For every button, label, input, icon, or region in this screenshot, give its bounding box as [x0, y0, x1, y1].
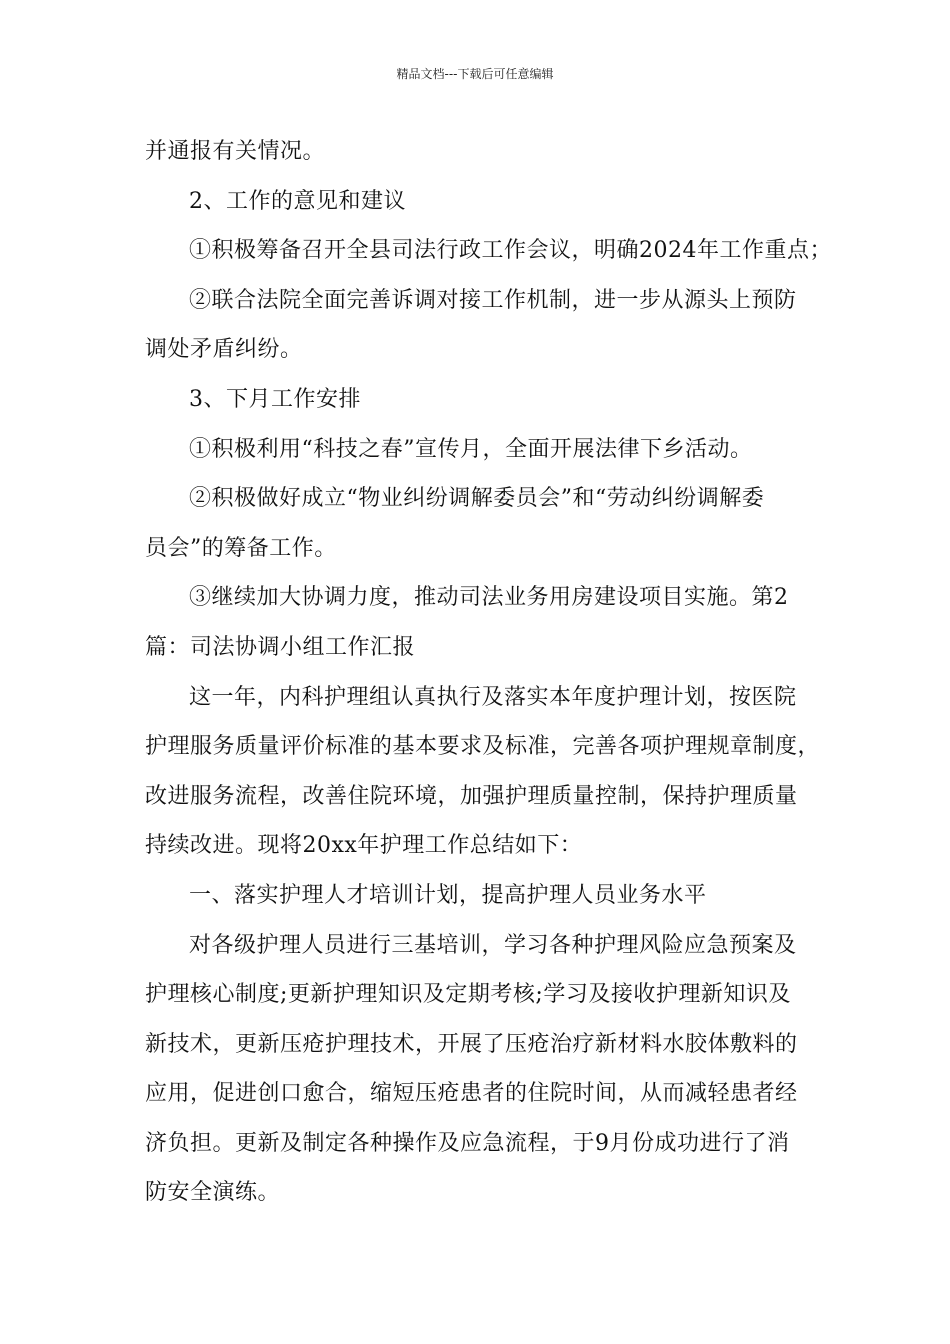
text-line: 并通报有关情况。 — [145, 139, 326, 164]
text-line: ②积极做好成立“物业纠纷调解委员会”和“劳动纠纷调解委 — [189, 486, 765, 512]
text-line: 这一年，内科护理组认真执行及落实本年度护理计划，按医院 — [189, 684, 797, 710]
text-line: 济负担。更新及制定各种操作及应急流程，于9月份成功进行了消 — [145, 1130, 790, 1156]
text-line: ①积极筹备召开全县司法行政工作会议，明确2024年工作重点； — [189, 238, 832, 264]
text-line: 新技术，更新压疮护理技术，开展了压疮治疗新材料水胶体敷料的 — [145, 1031, 798, 1057]
section-heading: 一、落实护理人才培训计划，提高护理人员业务水平 — [189, 882, 707, 908]
text-line: 防安全演练。 — [145, 1180, 281, 1206]
text-line: 调处矛盾纠纷。 — [145, 337, 303, 363]
text-line: ③继续加大协调力度，推动司法业务用房建设项目实施。第2 — [189, 585, 789, 611]
text-line: ①积极利用“科技之春”宣传月，全面开展法律下乡活动。 — [189, 436, 753, 462]
text-line: 护理核心制度;更新护理知识及定期考核;学习及接收护理新知识及 — [145, 982, 791, 1008]
text-line: 员会”的筹备工作。 — [145, 535, 337, 561]
section-heading: 2、工作的意见和建议 — [189, 188, 406, 214]
text-line: ②联合法院全面完善诉调对接工作机制，进一步从源头上预防 — [189, 287, 797, 313]
section-heading: 3、下月工作安排 — [189, 386, 361, 412]
page-header: 精品文档---下载后可任意编辑 — [396, 67, 554, 81]
text-line: 改进服务流程，改善住院环境，加强护理质量控制，保持护理质量 — [145, 783, 798, 809]
text-line: 篇：司法协调小组工作汇报 — [145, 634, 416, 660]
text-line: 护理服务质量评价标准的基本要求及标准，完善各项护理规章制度， — [145, 734, 821, 760]
text-line: 应用，促进创口愈合，缩短压疮患者的住院时间，从而减轻患者经 — [145, 1081, 798, 1107]
text-line: 持续改进。现将20xx年护理工作总结如下： — [145, 833, 583, 859]
document-body — [145, 127, 832, 1218]
text-line: 对各级护理人员进行三基培训，学习各种护理风险应急预案及 — [189, 932, 797, 958]
